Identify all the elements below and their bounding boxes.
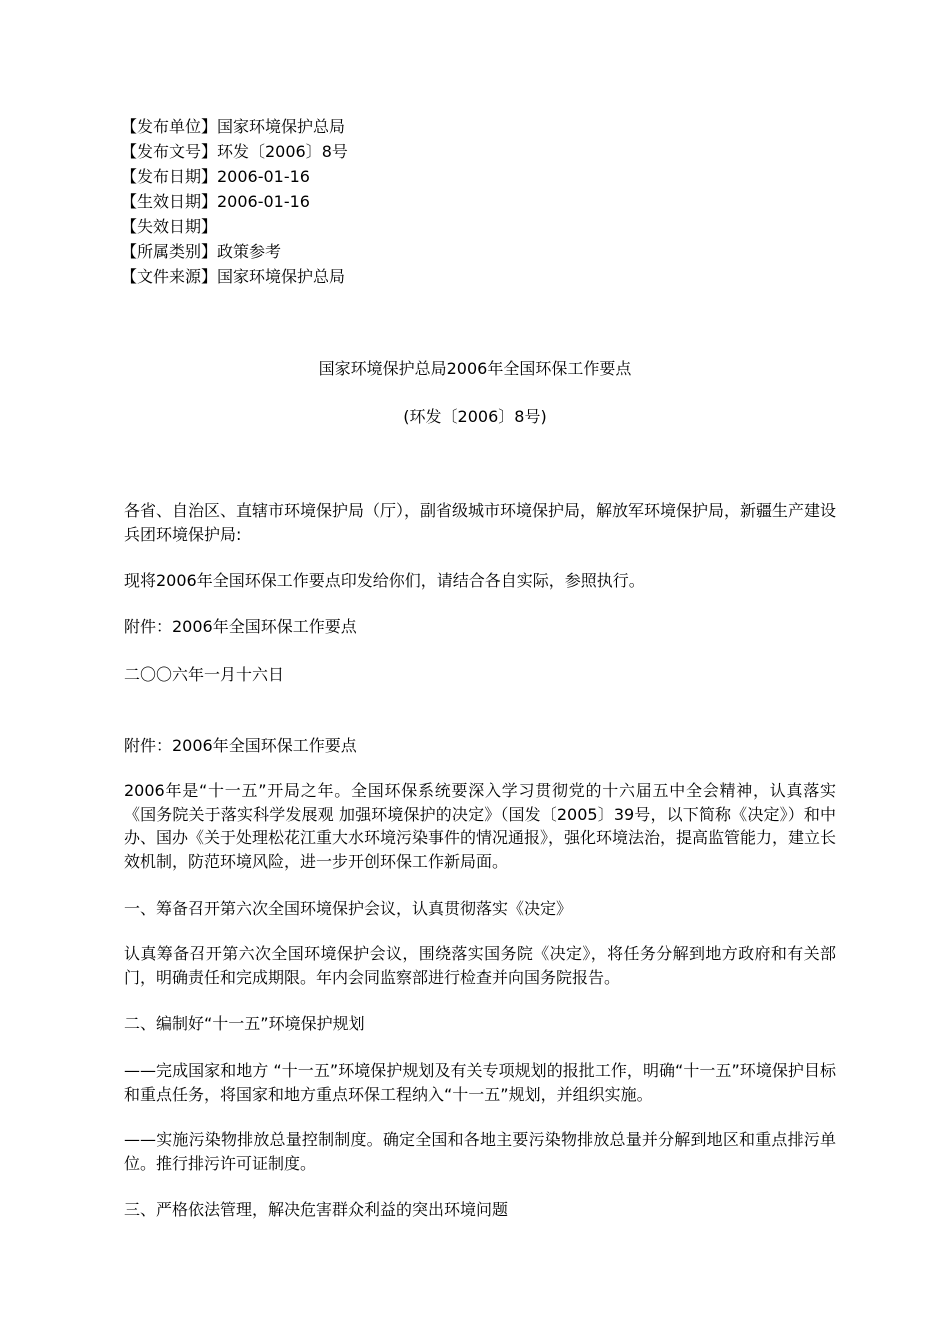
document-title: 国家环境保护总局2006年全国环保工作要点 — [318, 359, 632, 378]
meta-doc-number: 【发布文号】环发〔2006〕8号 — [121, 142, 348, 161]
meta-publisher: 【发布单位】国家环境保护总局 — [121, 117, 346, 136]
addressees-paragraph: 各省、自治区、直辖市环境保护局（厅），副省级城市环境保护局，解放军环境保护局，新疆生产建设兵团环境保护局: — [124, 501, 837, 544]
document-number: (环发〔2006〕8号) — [403, 407, 547, 426]
section-2-item-2: ——实施污染物排放总量控制制度。确定全国和各地主要污染物排放总量并分解到地区和重点排污单位。推行排污许可证制度。 — [124, 1130, 836, 1173]
intro-paragraph: 2006年是“十一五”开局之年。全国环保系统要深入学习贯彻党的十六届五中全会精神，认真落实《国务院关于落实科学发展观 加强环境保护的决定》（国发〔2005〕39号，以下简称《决定》）和中办、国办《关于处理松花江重大水环境污染事件的情况通报》，强化环境法治，提高监管能力，建立长效机制，防范环境风险，进一步开创环保工作新局面。 — [124, 781, 837, 871]
notice-paragraph: 现将2006年全国环保工作要点印发给你们，请结合各自实际，参照执行。 — [124, 571, 645, 590]
issue-date-text: 二〇〇六年一月十六日 — [124, 665, 285, 684]
section-3-heading: 三、严格依法管理，解决危害群众利益的突出环境问题 — [124, 1200, 509, 1219]
meta-expiry-date: 【失效日期】 — [121, 217, 218, 236]
meta-category: 【所属类别】政策参考 — [121, 242, 282, 261]
section-1-heading: 一、筹备召开第六次全国环境保护会议，认真贯彻落实《决定》 — [124, 899, 573, 918]
attachment-note: 附件：2006年全国环保工作要点 — [124, 617, 357, 636]
section-2-heading: 二、编制好“十一五”环境保护规划 — [124, 1014, 365, 1033]
meta-issue-date: 【发布日期】2006-01-16 — [121, 167, 310, 186]
meta-effective-date: 【生效日期】2006-01-16 — [121, 192, 310, 211]
meta-source: 【文件来源】国家环境保护总局 — [121, 267, 346, 286]
document-metadata — [121, 114, 721, 289]
attachment-title: 附件：2006年全国环保工作要点 — [124, 736, 357, 755]
section-2-item-1: ——完成国家和地方 “十一五”环境保护规划及有关专项规划的报批工作，明确“十一五”环境保护目标和重点任务，将国家和地方重点环保工程纳入“十一五”规划，并组织实施。 — [124, 1061, 836, 1104]
section-1-text: 认真筹备召开第六次全国环境保护会议，围绕落实国务院《决定》，将任务分解到地方政府和有关部门，明确责任和完成期限。年内会同监察部进行检查并向国务院报告。 — [124, 944, 836, 987]
